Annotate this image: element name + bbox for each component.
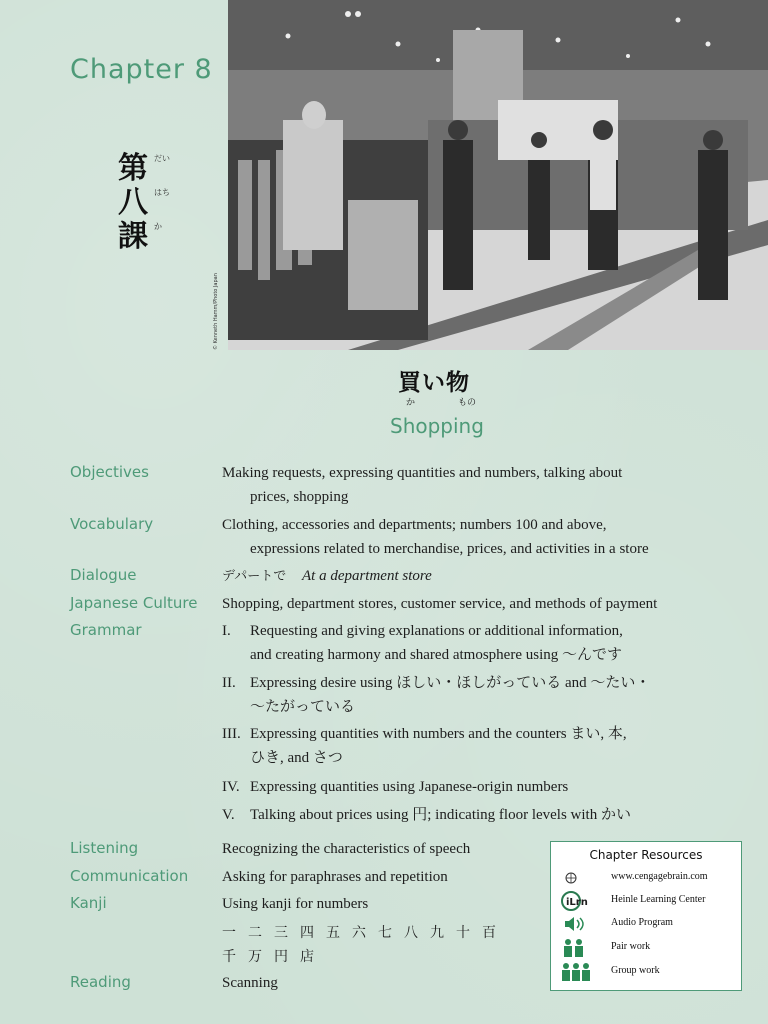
grammar-item-number: III. [222,726,241,742]
resource-item[interactable] [559,938,737,960]
text-line: prices, shopping [250,489,349,505]
text-line: Expressing desire using ほしい・ほしがっている and ～たい・ [250,675,651,691]
text-line: Requesting and giving explanations or additional information, [250,623,623,639]
chapter-resources-box [550,841,742,991]
section-text: Asking for paraphrases and repetition [222,869,448,885]
kanji-item: 四 [300,925,314,941]
kanji-item: 店 [300,949,314,965]
lesson-title-english: Shopping [390,414,484,438]
kanji-list-row [222,946,326,966]
kanji-item: 百 [482,925,496,941]
section-label: Kanji [70,894,107,912]
resource-label: Heinle Learning Center [611,894,706,905]
kanji-row [118,152,178,186]
section-text [222,513,692,561]
grammar-item [222,803,692,827]
resource-item[interactable] [559,868,737,890]
kanji-item: 一 [222,925,236,941]
photo-illustration [228,0,768,350]
text-line: Talking about prices using 円; indicating floor levels with かい [250,807,631,823]
kanji-char: 第 [118,151,148,186]
kanji-item: 千 [222,949,236,965]
ilrn-icon [559,891,599,911]
kanji-item: 二 [248,925,262,941]
kanji-item: 三 [274,925,288,941]
grammar-item-number: V. [222,807,235,823]
section-label: Listening [70,839,139,857]
resource-label: Audio Program [611,917,673,928]
text-line: expressions related to merchandise, prices, and activities in a store [250,541,649,557]
kanji-char: 課 [118,219,148,254]
kanji-item: 八 [404,925,418,941]
section-label: Dialogue [70,566,137,584]
kanji-row [118,186,178,220]
resources-title: Chapter Resources [589,848,703,862]
section-text [222,564,692,589]
text-line: ～たがっている [250,699,356,715]
chapter-title: Chapter 8 [70,54,213,85]
kanji-furigana: か [154,222,162,231]
lesson-title-japanese: 買い物 [398,370,470,396]
kanji-char: 八 [118,185,148,220]
pair-work-icon [559,938,599,958]
resource-item[interactable] [559,962,737,984]
section-text [222,461,692,509]
section-text: Scanning [222,975,278,991]
grammar-item-number: II. [222,675,236,691]
department-store-photo [228,0,768,350]
kanji-item: 七 [378,925,392,941]
audio-icon [559,914,599,934]
grammar-item [222,775,692,799]
section-label: Japanese Culture [70,594,198,612]
group-work-icon [559,962,599,982]
grammar-item [222,722,692,770]
section-label: Vocabulary [70,515,154,533]
resource-item[interactable] [559,891,737,913]
grammar-item [222,619,692,667]
svg-text:iLrn: iLrn [566,897,588,908]
kanji-item: 五 [326,925,340,941]
kanji-list-row [222,922,508,942]
text-line: ひき, and さつ [250,750,343,766]
text-line: Expressing quantities with numbers and the counters まい, 本, [250,726,627,742]
kanji-furigana: だい [154,154,170,163]
section-label: Communication [70,867,189,885]
kanji-item: 九 [430,925,444,941]
dialogue-english: At a department store [301,568,432,584]
resource-label: Group work [611,965,660,976]
section-text: Recognizing the characteristics of speech [222,841,471,857]
section-label: Grammar [70,621,142,639]
grammar-item-number: I. [222,623,231,639]
photo-credit [213,338,323,350]
section-label: Objectives [70,463,149,481]
web-icon [559,868,599,888]
kanji-item: 万 [248,949,262,965]
lesson-furigana-mono: もの [458,398,477,408]
kanji-item: 円 [274,949,288,965]
lesson-furigana-ka: か [406,398,416,408]
text-line: and creating harmony and shared atmosphere using ～んです [250,647,622,663]
text-line: Expressing quantities using Japanese-origin numbers [250,779,569,795]
kanji-chapter-title [118,152,178,254]
resource-item[interactable] [559,914,737,936]
kanji-row [118,220,178,254]
section-label: Reading [70,973,131,991]
grammar-item-number: IV. [222,779,240,795]
text-line: Clothing, accessories and departments; numbers 100 and above, [222,517,607,533]
resource-label: www.cengagebrain.com [611,871,708,882]
kanji-furigana: はち [154,188,170,197]
section-text: Shopping, department stores, customer service, and methods of payment [222,596,658,612]
resource-label: Pair work [611,941,651,952]
grammar-item [222,671,692,719]
text-line: Making requests, expressing quantities and numbers, talking about [222,465,623,481]
kanji-item: 十 [456,925,470,941]
dialogue-japanese: デパートで [222,569,287,584]
kanji-item: 六 [352,925,366,941]
section-text: Using kanji for numbers [222,896,369,912]
